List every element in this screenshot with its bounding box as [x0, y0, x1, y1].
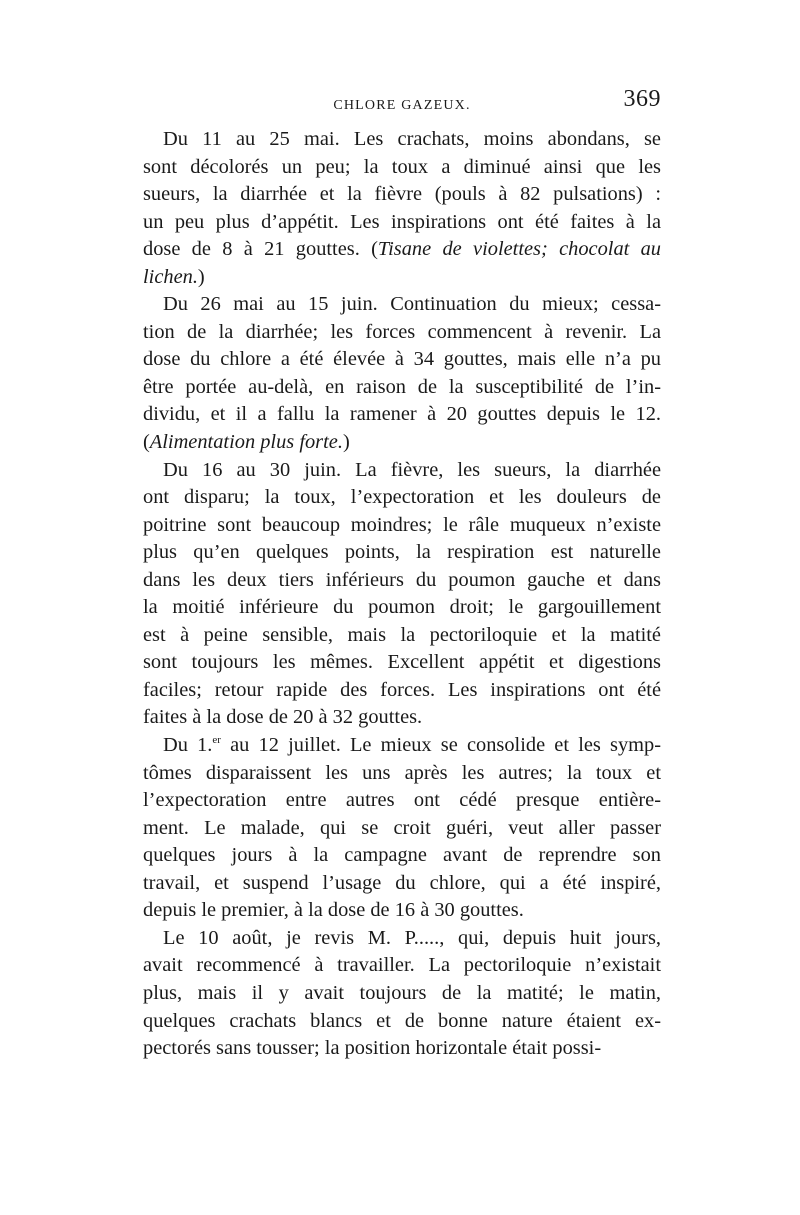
text-line [143, 209, 661, 237]
text-line [143, 401, 661, 429]
line-text: l’expectoration entre autres ont cédé presque entière- [143, 789, 661, 812]
line-text: depuis le premier, à la dose de 16 à 30 gouttes. [143, 899, 524, 922]
line-text: la moitié inférieure du poumon droit; le gargouillement [143, 596, 661, 619]
text-line [143, 704, 661, 732]
text-line [143, 154, 661, 182]
line-text: dividu, et il a fallu la ramener à 20 gouttes depuis le 12. [143, 403, 661, 426]
line-text: pectorés sans tousser; la position horizontale était possi- [143, 1037, 602, 1060]
line-text: Du 1. [163, 734, 213, 757]
paragraph [143, 291, 661, 456]
line-text: au 12 juillet. Le mieux se consolide et les symp- [220, 734, 661, 757]
line-text: sueurs, la diarrhée et la fièvre (pouls à 82 pulsations) : [143, 183, 661, 206]
text-line [143, 319, 661, 347]
text-line [143, 236, 661, 264]
line-text: poitrine sont beaucoup moindres; le râle muqueux n’existe [143, 513, 661, 536]
text-line [143, 897, 661, 925]
text-line [143, 787, 661, 815]
line-text: dose du chlore a été élevée à 34 gouttes, mais elle n’a pu [143, 348, 661, 371]
text-line [143, 815, 661, 843]
line-text: plus, mais il y avait toujours de la matité; le matin, [143, 981, 661, 1004]
text-line [143, 567, 661, 595]
line-text: quelques jours à la campagne avant de reprendre son [143, 844, 661, 867]
text-line [143, 622, 661, 650]
text-line [143, 539, 661, 567]
line-text: être portée au-delà, en raison de la susceptibilité de l’in- [143, 375, 661, 398]
paragraph [143, 925, 661, 1063]
line-text: Le 10 août, je revis M. P....., qui, depuis huit jours, [163, 926, 661, 949]
line-text: tion de la diarrhée; les forces commencent à revenir. La [143, 320, 661, 343]
line-text: dose de 8 à 21 gouttes. ( [143, 238, 378, 261]
text-line [143, 512, 661, 540]
paragraph [143, 126, 661, 291]
text-line [143, 346, 661, 374]
line-text: ment. Le malade, qui se croit guéri, veut aller passer [143, 816, 661, 839]
text-line [143, 429, 661, 457]
line-text: ) [197, 265, 205, 288]
text-line [143, 457, 661, 485]
line-text: ont disparu; la toux, l’expectoration et les douleurs de [143, 486, 661, 509]
text-line [143, 1008, 661, 1036]
text-line [143, 677, 661, 705]
running-title: CHLORE GAZEUX. [333, 98, 471, 113]
text-line [143, 126, 661, 154]
text-line [143, 952, 661, 980]
text-line [143, 594, 661, 622]
paragraph [143, 457, 661, 732]
text-line [143, 842, 661, 870]
line-text: tômes disparaissent les uns après les autres; la toux et [143, 761, 661, 784]
page-number: 369 [623, 86, 661, 112]
line-text: faites à la dose de 20 à 32 gouttes. [143, 706, 423, 729]
italic-text: lichen. [143, 265, 198, 288]
line-text: quelques crachats blancs et de bonne nature étaient ex- [143, 1009, 661, 1032]
line-text: travail, et suspend l’usage du chlore, qui a été inspiré, [143, 871, 661, 894]
text-line [143, 1035, 661, 1063]
book-page [143, 86, 661, 1063]
line-text: plus qu’en quelques points, la respiration est naturelle [143, 541, 661, 564]
line-text: est à peine sensible, mais la pectoriloquie et la matité [143, 623, 661, 646]
line-text: avait recommencé à travailler. La pectoriloquie n’existait [143, 954, 661, 977]
text-line [143, 925, 661, 953]
line-text: sont toujours les mêmes. Excellent appétit et digestions [143, 651, 661, 674]
text-line [143, 181, 661, 209]
text-line [143, 732, 661, 760]
text-line [143, 291, 661, 319]
text-line [143, 264, 661, 292]
line-text: dans les deux tiers inférieurs du poumon gauche et dans [143, 568, 661, 591]
line-text: Du 16 au 30 juin. La fièvre, les sueurs, la diarrhée [163, 458, 661, 481]
line-text: Du 11 au 25 mai. Les crachats, moins abondans, se [163, 128, 661, 150]
text-line [143, 870, 661, 898]
line-text: un peu plus d’appétit. Les inspirations ont été faites à la [143, 210, 661, 233]
running-head [143, 86, 661, 126]
line-text: ) [342, 431, 350, 454]
text-line [143, 484, 661, 512]
italic-text: Alimentation plus forte. [149, 431, 343, 454]
text-line [143, 760, 661, 788]
line-text: ( [143, 431, 150, 454]
text-line [143, 649, 661, 677]
paragraph [143, 732, 661, 925]
line-text: faciles; retour rapide des forces. Les inspirations ont été [143, 678, 661, 701]
line-text: Du 26 mai au 15 juin. Continuation du mieux; cessa- [163, 293, 661, 316]
italic-text: Tisane de violettes; chocolat au [377, 238, 661, 261]
text-line [143, 980, 661, 1008]
superscript: er [212, 734, 221, 747]
text-line [143, 374, 661, 402]
body-text [143, 126, 661, 1063]
line-text: sont décolorés un peu; la toux a diminué ainsi que les [143, 155, 661, 178]
